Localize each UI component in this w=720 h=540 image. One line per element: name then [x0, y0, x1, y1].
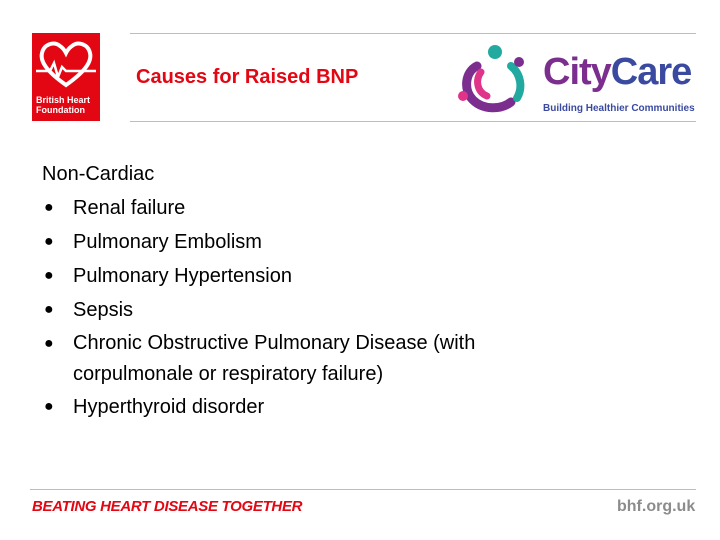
citycare-name-city: City [543, 51, 611, 93]
slide-title: Causes for Raised BNP [136, 66, 359, 88]
bullet-icon: ● [44, 335, 54, 352]
bullet-icon: ● [44, 199, 54, 216]
list-item [42, 327, 682, 390]
bullet-icon: ● [44, 398, 54, 415]
cause-list [42, 191, 682, 424]
bhf-logo-line2: Foundation [36, 105, 85, 115]
bhf-logo-text [36, 95, 100, 115]
footer-url: bhf.org.uk [617, 498, 696, 515]
list-item [42, 293, 682, 327]
bhf-logo-line1: British Heart [36, 95, 91, 105]
citycare-logo-name [543, 52, 691, 92]
footer-slogan: BEATING HEART DISEASE TOGETHER [32, 498, 303, 515]
bullet-icon: ● [44, 233, 54, 250]
list-item-label: Pulmonary Hypertension [73, 265, 292, 287]
list-item-label: Sepsis [73, 299, 134, 321]
people-circle-icon [455, 42, 535, 114]
citycare-tagline: Building Healthier Communities [543, 103, 695, 114]
list-item-label: Renal failure [73, 197, 186, 219]
header-top-divider [130, 33, 696, 34]
citycare-name-care: Care [610, 51, 692, 93]
header-bottom-divider [130, 121, 696, 122]
list-item [42, 191, 682, 225]
list-item [42, 390, 682, 424]
footer-divider [30, 489, 696, 490]
list-item-label: Hyperthyroid disorder [73, 396, 265, 418]
list-item-label: Pulmonary Embolism [73, 231, 262, 253]
slide-body [42, 157, 682, 424]
list-item [42, 259, 682, 293]
bullet-icon: ● [44, 267, 54, 284]
bullet-icon: ● [44, 301, 54, 318]
section-heading: Non-Cardiac [42, 163, 155, 185]
heart-ecg-icon [32, 33, 100, 95]
list-item [42, 225, 682, 259]
bhf-logo [32, 33, 100, 121]
list-item-label: Chronic Obstructive Pulmonary Disease (with corpulmonale or respiratory failure) [73, 332, 476, 385]
